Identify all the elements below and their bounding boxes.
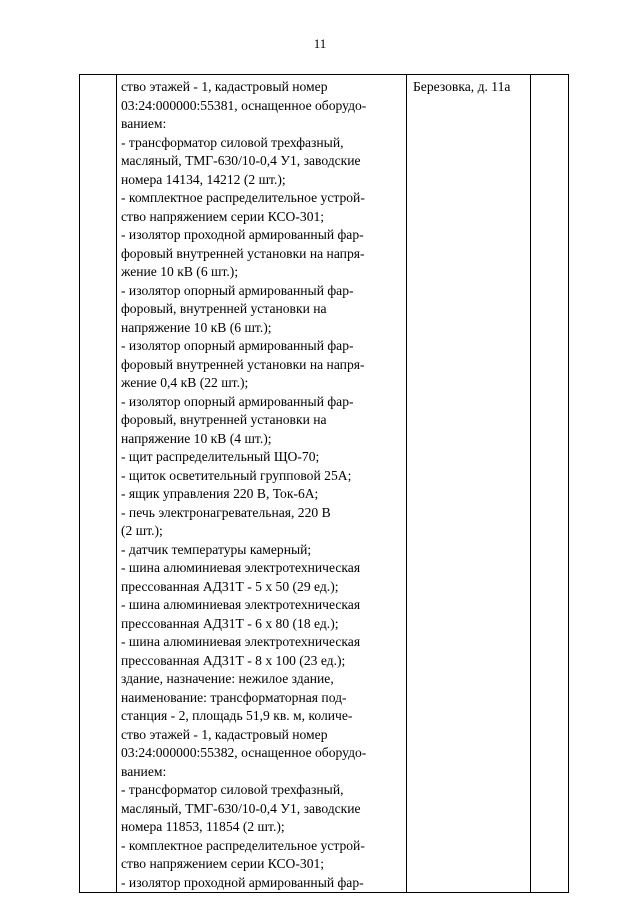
description-line: ство напряжением серии КСО-301; xyxy=(121,208,325,224)
description-line: номера 11853, 11854 (2 шт.); xyxy=(121,819,285,834)
description-text xyxy=(121,78,406,892)
description-line: - печь электронагревательная, 220 В xyxy=(121,504,331,520)
description-line: ство этажей - 1, кадастровый номер xyxy=(121,726,328,742)
description-line: прессованная АД31Т - 8 х 100 (23 ед.); xyxy=(121,652,346,668)
description-line: здание, назначение: нежилое здание, xyxy=(121,671,334,686)
description-line: - изолятор проходной армированный фар- xyxy=(121,874,364,890)
description-line: - датчик температуры камерный; xyxy=(121,541,312,557)
page-number: 11 xyxy=(313,36,327,51)
table-row xyxy=(80,75,569,893)
property-table xyxy=(79,74,569,893)
description-line: прессованная АД31Т - 6 х 80 (18 ед.); xyxy=(121,615,339,631)
description-line: жение 10 кВ (6 шт.); xyxy=(121,264,239,279)
description-line: форовый, внутренней установки на xyxy=(121,301,327,316)
description-line: - ящик управления 220 В, Ток-6А; xyxy=(121,486,319,501)
description-line: напряжение 10 кВ (6 шт.); xyxy=(121,319,272,335)
description-line: ванием: xyxy=(121,116,167,131)
description-line: прессованная АД31Т - 5 х 50 (29 ед.); xyxy=(121,578,339,594)
description-line: 03:24:000000:55381, оснащенное оборудо- xyxy=(121,97,367,113)
description-line: - трансформатор силовой трехфазный, xyxy=(121,782,344,797)
description-line: - шина алюминиевая электротехническая xyxy=(121,634,361,649)
description-line: - трансформатор силовой трехфазный, xyxy=(121,134,344,150)
description-line: масляный, ТМГ-630/10-0,4 У1, заводские xyxy=(121,153,361,168)
description-line: напряжение 10 кВ (4 шт.); xyxy=(121,430,272,446)
empty-cell xyxy=(531,75,569,893)
description-line: - комплектное распределительное устрой- xyxy=(121,190,365,205)
description-line: - щиток осветительный групповой 25А; xyxy=(121,467,352,483)
description-line: ванием: xyxy=(121,763,167,779)
description-line: - шина алюминиевая электротехническая xyxy=(121,560,361,575)
description-line: - изолятор опорный армированный фар- xyxy=(121,338,354,353)
description-line: масляный, ТМГ-630/10-0,4 У1, заводские xyxy=(121,800,361,816)
description-cell xyxy=(117,75,407,893)
row-number-cell xyxy=(80,75,117,893)
description-line: 03:24:000000:55382, оснащенное оборудо- xyxy=(121,745,367,760)
description-line: форовый внутренней установки на напря- xyxy=(121,356,365,372)
description-line: - щит распределительный ЩО-70; xyxy=(121,449,320,464)
description-line: ство напряжением серии КСО-301; xyxy=(121,856,325,871)
description-line: - изолятор проходной армированный фар- xyxy=(121,227,364,242)
description-line: - изолятор опорный армированный фар- xyxy=(121,393,354,409)
description-line: номера 14134, 14212 (2 шт.); xyxy=(121,171,286,187)
description-line: - шина алюминиевая электротехническая xyxy=(121,597,361,612)
description-line: (2 шт.); xyxy=(121,523,163,538)
description-line: - комплектное распределительное устрой- xyxy=(121,837,365,853)
description-line: форовый внутренней установки на напря- xyxy=(121,245,365,261)
description-line: станция - 2, площадь 51,9 кв. м, количе- xyxy=(121,708,353,723)
description-line: - изолятор опорный армированный фар- xyxy=(121,282,354,298)
description-line: жение 0,4 кВ (22 шт.); xyxy=(121,375,249,390)
address-cell: Березовка, д. 11а xyxy=(407,75,531,893)
description-line: форовый, внутренней установки на xyxy=(121,412,327,427)
description-line: наименование: трансформаторная под- xyxy=(121,689,347,705)
description-line: ство этажей - 1, кадастровый номер xyxy=(121,79,328,94)
